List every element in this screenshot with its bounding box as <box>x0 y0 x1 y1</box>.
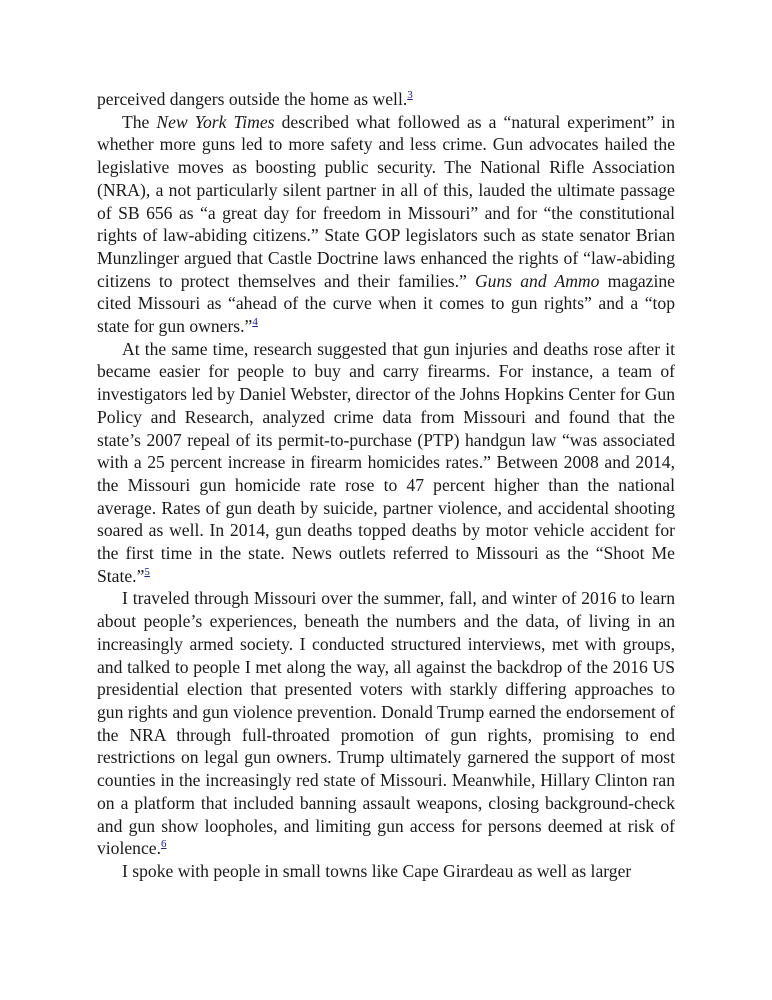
footnote-link[interactable]: 5 <box>144 565 150 578</box>
page-body <box>97 88 675 883</box>
footnote-link[interactable]: 6 <box>161 838 167 851</box>
italic-title: New York Times <box>156 111 275 132</box>
text-run: described what followed as a “natural experiment” in whether more guns led to more safety and less crime. Gun advocates hailed the legislative moves as boosting public security. The National Rifle Association (NRA), a not particularly silent partner in all of this, lauded the ultimate passage of SB 656 as “a great day for freedom in Missouri” and for “the constitutional rights of law-abiding citizens.” State GOP legislators such as state senator Brian Munzlinger argued that Castle Doctrine laws enhanced the rights of “law-abiding citizens to protect themselves and their families.” <box>97 111 675 291</box>
paragraph <box>97 587 675 859</box>
text-run: I spoke with people in small towns like Cape Girardeau as well as larger <box>122 860 632 881</box>
text-run: perceived dangers outside the home as well. <box>97 89 408 109</box>
footnote-link[interactable]: 3 <box>407 89 413 102</box>
paragraph <box>97 338 675 588</box>
paragraph <box>97 111 675 338</box>
paragraph <box>97 860 675 883</box>
footnote-link[interactable]: 4 <box>252 316 258 329</box>
paragraph <box>97 88 675 111</box>
italic-title: Guns and Ammo <box>474 270 600 291</box>
text-run: magazine cited Missouri as “ahead of the curve when it comes to gun rights” and a “top state for gun owners.” <box>97 270 675 337</box>
text-run: I traveled through Missouri over the summer, fall, and winter of 2016 to learn about people’s experiences, beneath the numbers and the data, of living in an increasingly armed society. I conducted structured interviews, met with groups, and talked to people I met along the way, all against the backdrop of the 2016 US presidential election that presented voters with starkly differing approaches to gun rights and gun violence prevention. Donald Trump earned the endorsement of the NRA through full-throated promotion of gun rights, promising to end restrictions on legal gun owners. Trump ultimately garnered the support of most counties in the increasingly red state of Missouri. Meanwhile, Hillary Clinton ran on a platform that included banning assault weapons, closing background-check and gun show loopholes, and limiting gun access for persons deemed at risk of violence. <box>97 588 675 859</box>
text-run: The <box>122 111 157 132</box>
text-run: At the same time, research suggested that gun injuries and deaths rose after it became easier for people to buy and carry firearms. For instance, a team of investigators led by Daniel Webster, director of the Johns Hopkins Center for Gun Policy and Research, analyzed crime data from Missouri and found that the state’s 2007 repeal of its permit-to-purchase (PTP) handgun law “was associated with a 25 percent increase in firearm homicides rates.” Between 2008 and 2014, the Missouri gun homicide rate rose to 47 percent higher than the national average. Rates of gun death by suicide, partner violence, and accidental shooting soared as well. In 2014, gun deaths topped deaths by motor vehicle accident for the first time in the state. News outlets referred to Missouri as the “Shoot Me State.” <box>97 338 675 586</box>
